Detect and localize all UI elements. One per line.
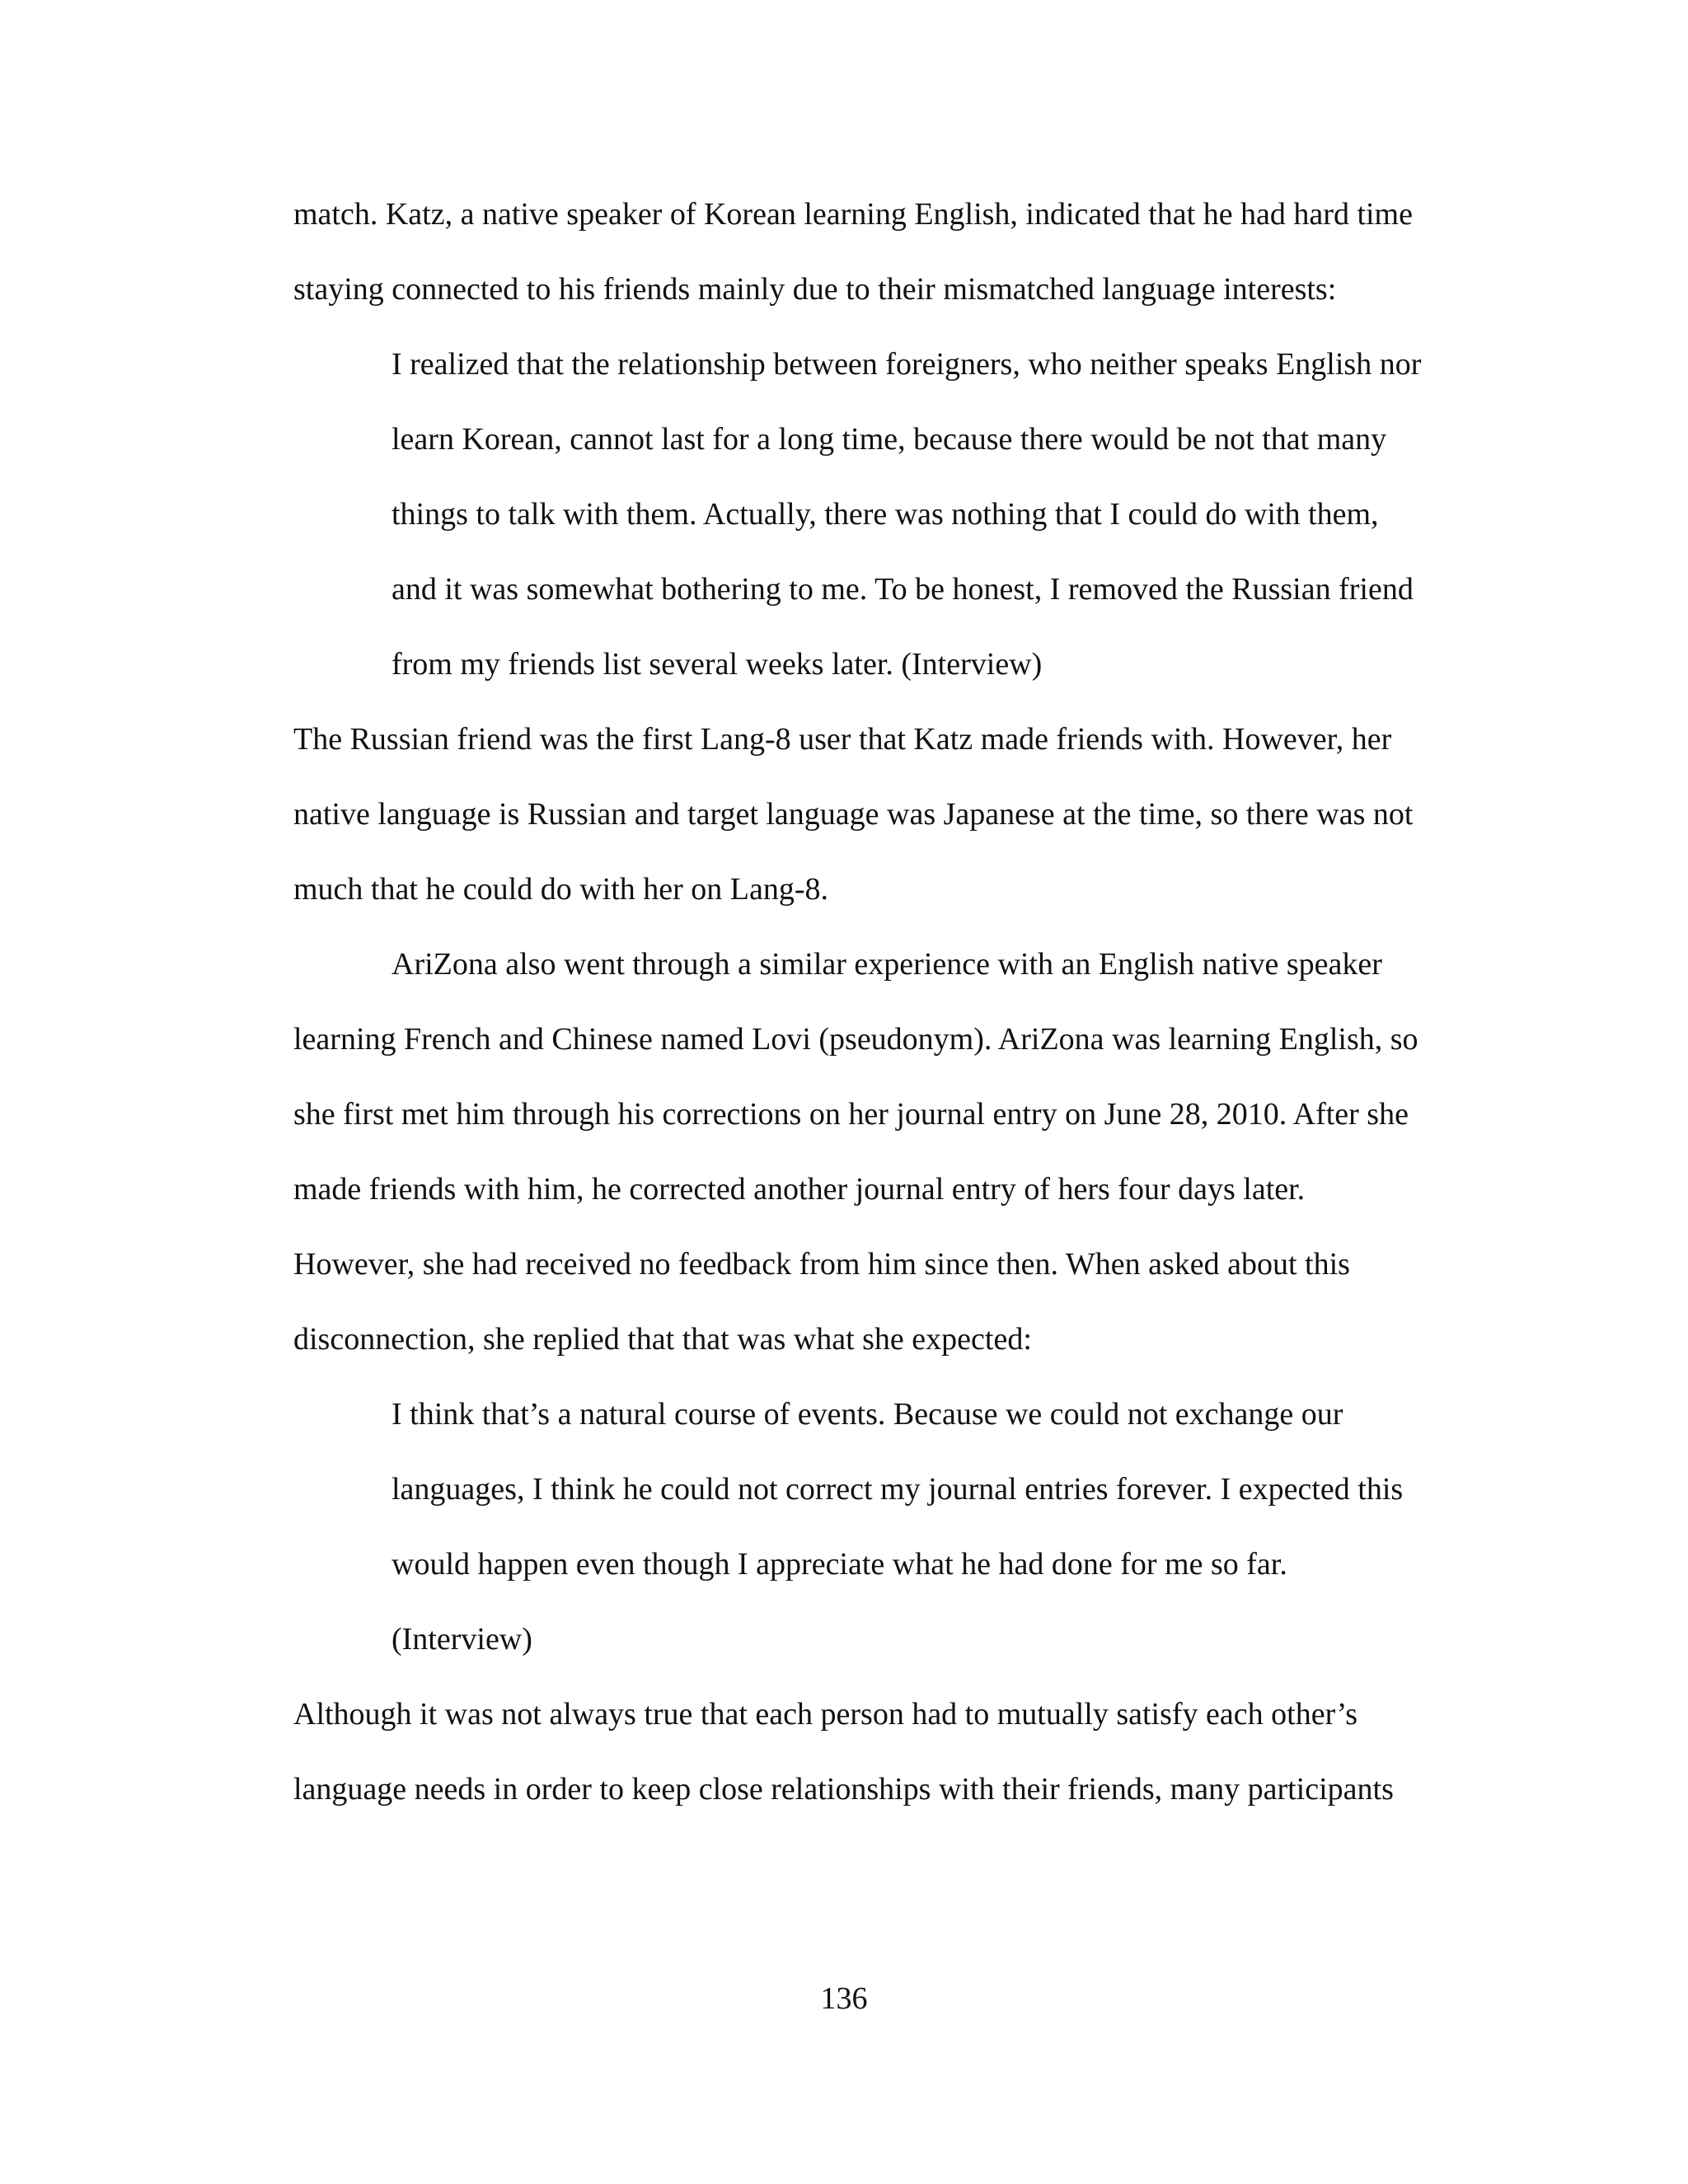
block-quote-line: (Interview): [392, 1622, 532, 1657]
block-quote-line: would happen even though I appreciate what he had done for me so far.: [392, 1547, 1287, 1582]
block-quote-line: I think that’s a natural course of events. Because we could not exchange our: [392, 1397, 1343, 1432]
paragraph-first-line: AriZona also went through a similar experience with an English native speaker: [392, 947, 1382, 982]
block-quote-line: and it was somewhat bothering to me. To be honest, I removed the Russian friend: [392, 572, 1414, 607]
text-line: language needs in order to keep close relationships with their friends, many participants: [293, 1772, 1394, 1807]
text-line: The Russian friend was the first Lang-8 user that Katz made friends with. However, her: [293, 722, 1392, 757]
text-line: much that he could do with her on Lang-8.: [293, 872, 829, 907]
page-number: 136: [820, 1981, 868, 2016]
block-quote-line: things to talk with them. Actually, there was nothing that I could do with them,: [392, 497, 1379, 532]
text-line: staying connected to his friends mainly due to their mismatched language interests:: [293, 272, 1337, 307]
text-line: disconnection, she replied that that was what she expected:: [293, 1322, 1032, 1357]
block-quote-line: learn Korean, cannot last for a long time, because there would be not that many: [392, 422, 1387, 457]
text-line: match. Katz, a native speaker of Korean learning English, indicated that he had hard time: [293, 197, 1413, 232]
text-line: learning French and Chinese named Lovi (pseudonym). AriZona was learning English, so: [293, 1022, 1418, 1057]
block-quote-line: languages, I think he could not correct my journal entries forever. I expected this: [392, 1472, 1404, 1507]
text-line: native language is Russian and target language was Japanese at the time, so there was not: [293, 797, 1414, 832]
text-line: she first met him through his corrections on her journal entry on June 28, 2010. After she: [293, 1097, 1409, 1132]
block-quote-line: from my friends list several weeks later. (Interview): [392, 647, 1043, 682]
text-line: However, she had received no feedback from him since then. When asked about this: [293, 1247, 1350, 1282]
text-line: made friends with him, he corrected another journal entry of hers four days later.: [293, 1172, 1306, 1207]
block-quote-line: I realized that the relationship between foreigners, who neither speaks English nor: [392, 347, 1422, 382]
text-line: Although it was not always true that each person had to mutually satisfy each other’s: [293, 1697, 1357, 1732]
